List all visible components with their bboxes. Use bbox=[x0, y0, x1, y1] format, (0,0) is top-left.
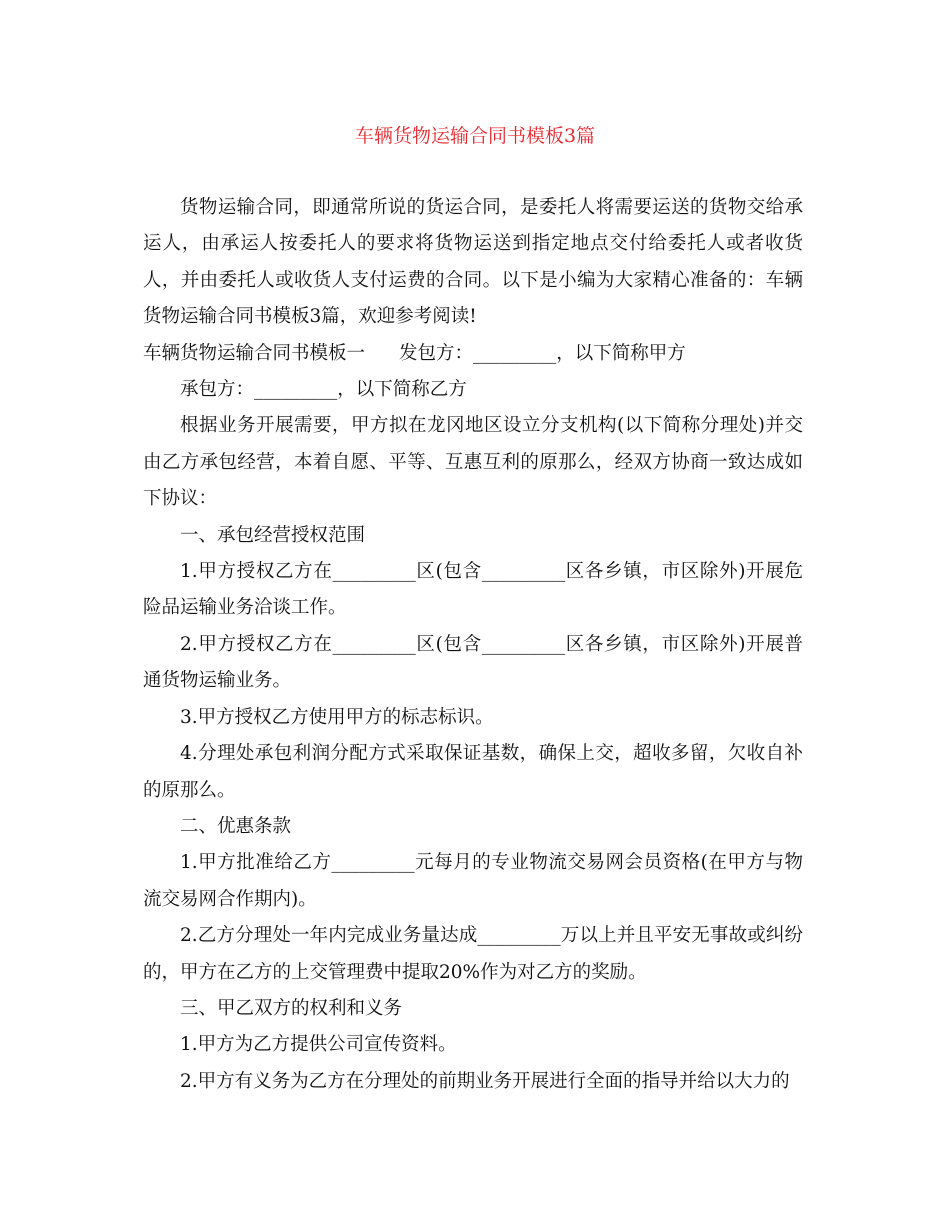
clause-item: 2.甲方有义务为乙方在分理处的前期业务开展进行全面的指导并给以大力的 bbox=[180, 1070, 790, 1092]
document-title: 车辆货物运输合同书模板3篇 bbox=[354, 125, 596, 147]
template-label: 车辆货物运输合同书模板一 bbox=[143, 342, 366, 364]
clause-item: 2.甲方授权乙方在_________区(包含_________区各乡镇，市区除外)开展普通货物运输业务。 bbox=[143, 633, 803, 692]
section-heading: 三、甲乙双方的权利和义务 bbox=[180, 997, 403, 1019]
document-body bbox=[143, 190, 803, 1100]
clause-item: 4.分理处承包利润分配方式采取保证基数，确保上交，超收多留，欠收自补的原那么。 bbox=[143, 743, 803, 801]
purpose-paragraph: 根据业务开展需要，甲方拟在龙冈地区设立分支机构(以下简称分理处)并交由乙方承包经营，本着自愿、平等、互惠互利的原那么，经双方协商一致达成如下协议： bbox=[143, 415, 803, 510]
clause-item: 2.乙方分理处一年内完成业务量达成_________万以上并且平安无事故或纠纷的，甲方在乙方的上交管理费中提取20%作为对乙方的奖励。 bbox=[143, 925, 803, 983]
clause-item: 1.甲方批准给乙方_________元每月的专业物流交易网会员资格(在甲方与物流交易网合作期内)。 bbox=[143, 852, 803, 910]
party-b-line: 承包方：_________，以下简称乙方 bbox=[180, 379, 467, 401]
section-heading: 二、优惠条款 bbox=[180, 815, 292, 837]
clause-item: 3.甲方授权乙方使用甲方的标志标识。 bbox=[180, 706, 494, 728]
section-heading: 一、承包经营授权范围 bbox=[180, 524, 366, 546]
intro-paragraph: 货物运输合同，即通常所说的货运合同，是委托人将需要运送的货物交给承运人，由承运人按委托人的要求将货物运送到指定地点交付给委托人或者收货人，并由委托人或收货人支付运费的合同。以下是小编为大家精心准备的：车辆货物运输合同书模板3篇，欢迎参考阅读! bbox=[143, 197, 803, 328]
template-line bbox=[143, 336, 803, 372]
clause-item: 1.甲方授权乙方在_________区(包含_________区各乡镇，市区除外)开展危险品运输业务洽谈工作。 bbox=[143, 561, 803, 619]
clause-item: 1.甲方为乙方提供公司宣传资料。 bbox=[180, 1034, 457, 1056]
party-a-line: 发包方：_________，以下简称甲方 bbox=[399, 342, 686, 364]
